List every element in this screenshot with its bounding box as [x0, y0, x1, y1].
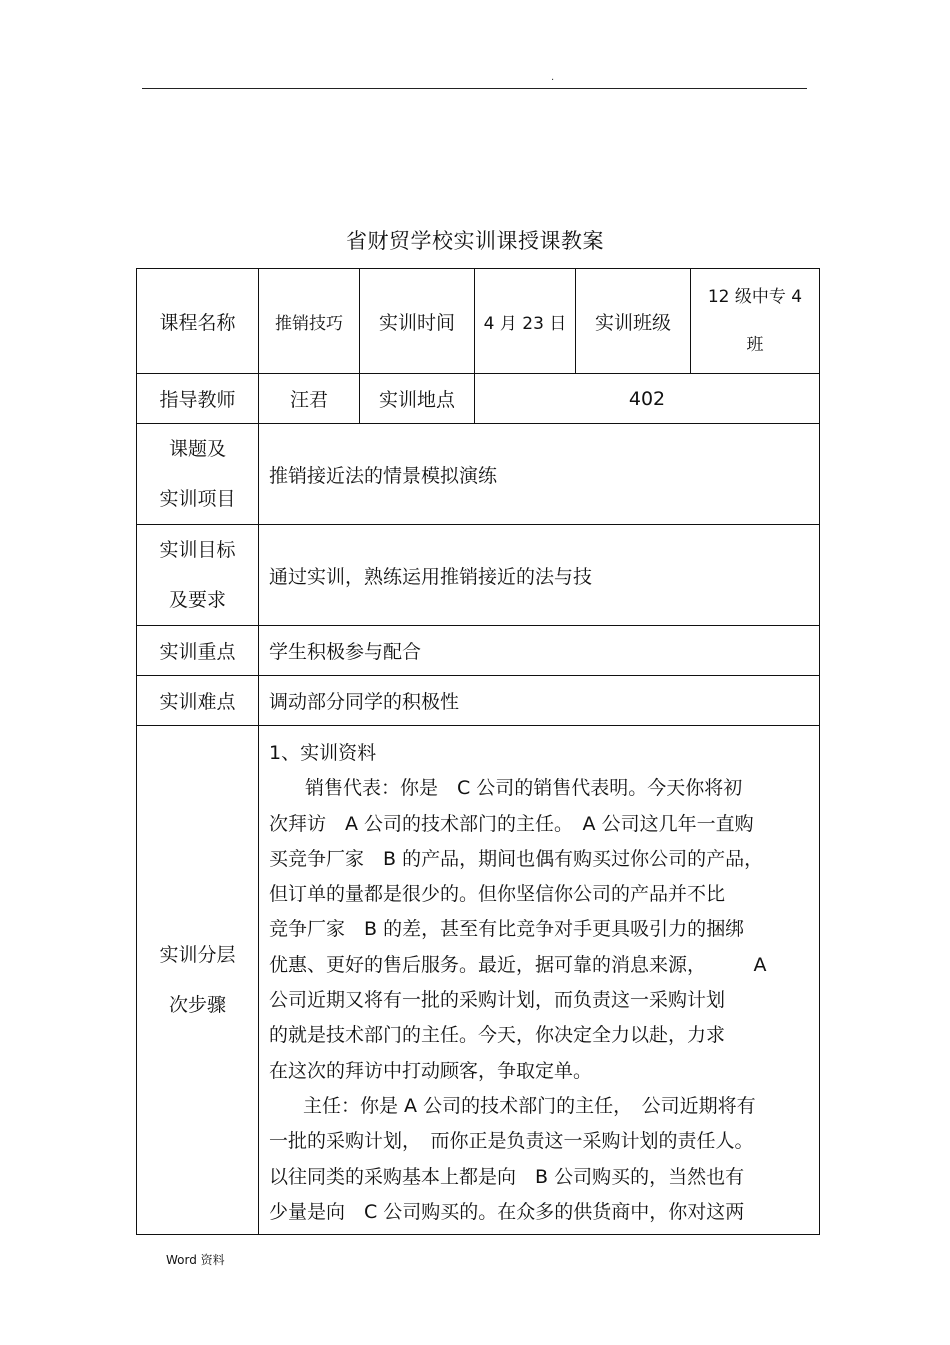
goal-label	[137, 525, 259, 626]
training-class-line: 12 级中专 4	[707, 287, 803, 307]
difficulty-label: 实训难点	[137, 676, 259, 726]
focus-value: 学生积极参与配合	[259, 626, 820, 676]
steps-line: 竞争厂家 B 的差，甚至有比竞争对手更具吸引力的捆绑	[269, 918, 745, 941]
course-name-value: 推销技巧	[259, 269, 360, 374]
table-row	[137, 726, 820, 1235]
course-name-label: 课程名称	[137, 269, 259, 374]
steps-line: 在这次的拜访中打动顾客，争取定单。	[269, 1059, 593, 1082]
steps-line: 的就是技术部门的主任。今天，你决定全力以赴，力求	[269, 1024, 726, 1047]
steps-line: 主任：你是 A 公司的技术部门的主任， 公司近期将有	[303, 1094, 756, 1117]
training-class-line: 班	[746, 335, 764, 355]
label-line: 次步骤	[168, 994, 226, 1017]
topic-value: 推销接近法的情景模拟演练	[259, 424, 820, 525]
steps-line: 优惠、更好的售后服务。最近，据可靠的消息来源， A	[269, 953, 767, 976]
training-time-value: 4 月 23 日	[475, 269, 576, 374]
goal-value: 通过实训，熟练运用推销接近的法与技	[259, 525, 820, 626]
header-rule	[142, 88, 807, 89]
steps-line: 一批的采购计划， 而你正是负责这一采购计划的责任人。	[269, 1130, 754, 1153]
steps-line: 少量是向 C 公司购买的。在众多的供货商中，你对这两	[269, 1200, 745, 1223]
table-row	[137, 374, 820, 424]
steps-line: 以往同类的采购基本上都是向 B 公司购买的，当然也有	[269, 1165, 745, 1188]
steps-line: 但订单的量都是很少的。但你坚信你公司的产品并不比	[269, 883, 726, 906]
header-mark: .	[551, 72, 555, 83]
table-row	[137, 525, 820, 626]
topic-label	[137, 424, 259, 525]
steps-line: 次拜访 A 公司的技术部门的主任。 A 公司这几年一直购	[269, 812, 754, 835]
steps-line: 公司近期又将有一批的采购计划，而负责这一采购计划	[269, 989, 726, 1012]
document-title: 省财贸学校实训课授课教案	[346, 229, 604, 253]
label-line: 实训目标	[159, 539, 236, 561]
label-line: 及要求	[168, 589, 226, 611]
label-line: 实训项目	[159, 488, 236, 510]
steps-line: 买竞争厂家 B 的产品，期间也偶有购买过你公司的产品，	[269, 847, 764, 870]
lesson-plan-table	[136, 268, 820, 1235]
training-class-value	[691, 269, 820, 374]
difficulty-value: 调动部分同学的积极性	[259, 676, 820, 726]
steps-label	[137, 726, 259, 1235]
table-row	[137, 676, 820, 726]
training-class-label: 实训班级	[576, 269, 691, 374]
steps-content	[259, 726, 820, 1235]
steps-line: 1、实训资料	[269, 742, 377, 764]
instructor-value: 汪君	[259, 374, 360, 424]
label-line: 课题及	[168, 438, 226, 460]
table-row	[137, 424, 820, 525]
training-location-label: 实训地点	[360, 374, 475, 424]
training-location-value: 402	[475, 374, 820, 424]
label-line: 实训分层	[159, 944, 236, 967]
table-row	[137, 626, 820, 676]
instructor-label: 指导教师	[137, 374, 259, 424]
table-row	[137, 269, 820, 374]
training-time-label: 实训时间	[360, 269, 475, 374]
footer-label: Word 资料	[166, 1253, 225, 1267]
focus-label: 实训重点	[137, 626, 259, 676]
steps-line: 销售代表：你是 C 公司的销售代表明。今天你将初	[305, 777, 743, 800]
